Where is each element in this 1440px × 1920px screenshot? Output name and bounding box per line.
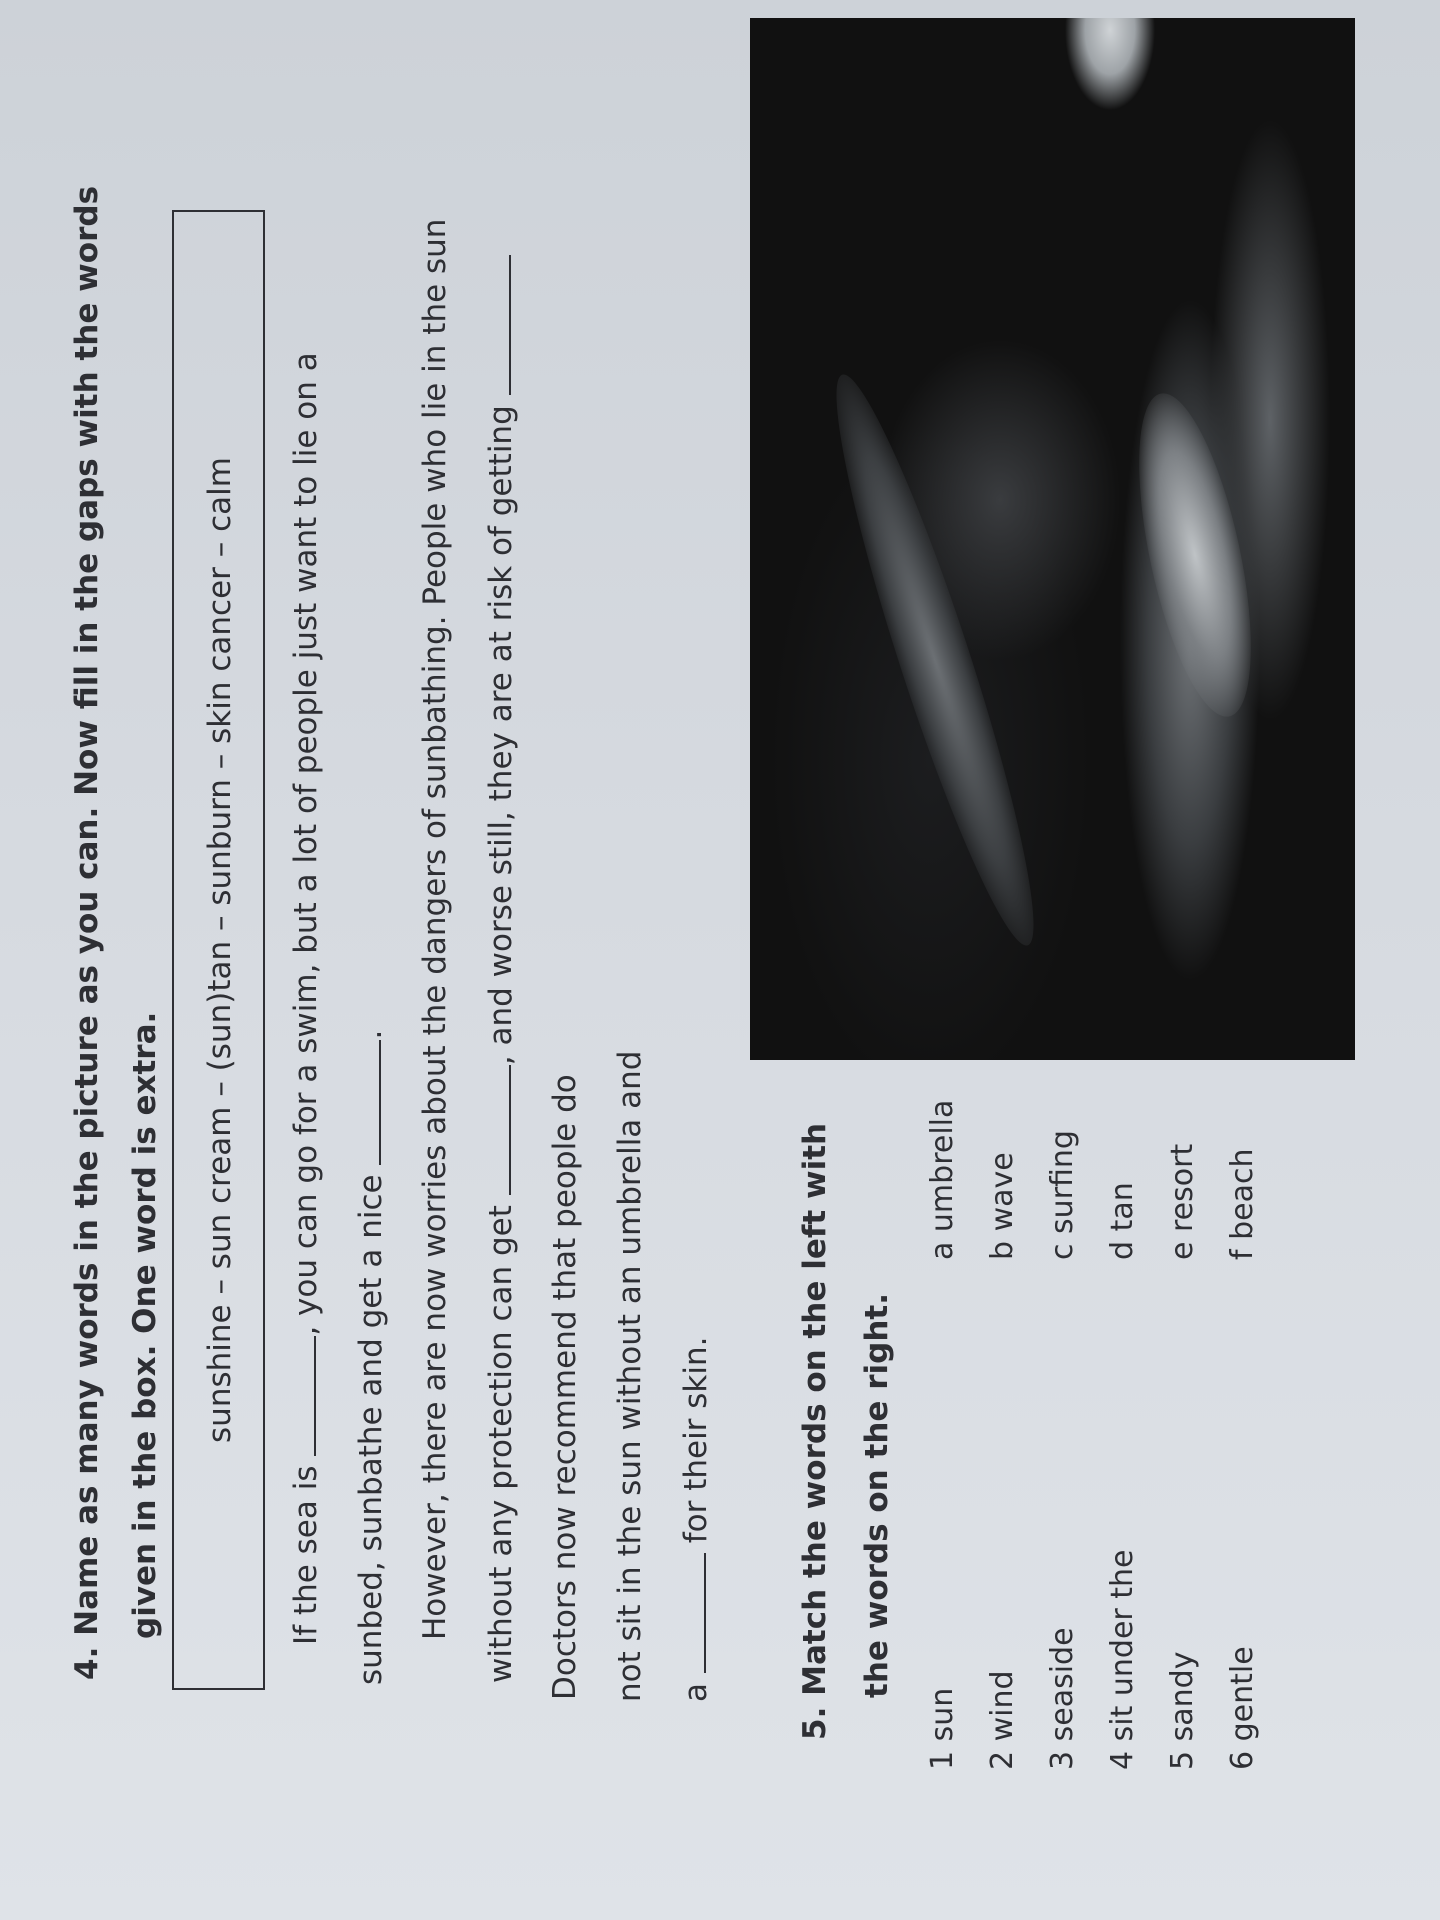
- right-item-d: d tan: [1105, 1182, 1140, 1260]
- left-item-5: 5 sandy: [1165, 1651, 1200, 1770]
- text-segment: sunbed, sunbathe and get a nice: [353, 1164, 389, 1685]
- text-segment: not sit in the sun without an umbrella and: [612, 1050, 648, 1702]
- text-line-6: [612, 1050, 648, 1702]
- text-segment: , you can go for a swim, but a lot of people just want to lie on a: [288, 352, 324, 1336]
- text-line-7: [680, 1337, 712, 1703]
- left-item-3: 3 seaside: [1045, 1627, 1080, 1770]
- right-item-f: f beach: [1225, 1148, 1260, 1260]
- answer-gap-2[interactable]: [355, 1040, 381, 1165]
- text-segment: .: [353, 1029, 389, 1040]
- photo-wave-streak: [809, 364, 1061, 956]
- word-box: [172, 210, 265, 1690]
- text-line-1: [290, 352, 322, 1645]
- exercise-4-heading-cont: given in the box. One word is extra.: [127, 1011, 163, 1639]
- text-line-2: [355, 1030, 387, 1685]
- text-segment: If the sea is: [288, 1455, 324, 1645]
- text-segment: without any protection can get: [483, 1195, 519, 1683]
- word-box-words: sunshine – sun cream – (sun)tan – sunburn – skin cancer – calm: [202, 457, 238, 1443]
- text-segment: for their skin.: [678, 1336, 714, 1554]
- right-item-a: a umbrella: [925, 1099, 960, 1260]
- right-item-e: e resort: [1165, 1143, 1200, 1260]
- exercise-5-heading: 5. Match the words on the left with: [797, 1122, 833, 1740]
- text-line-5: [547, 1074, 583, 1700]
- text-segment: However, there are now worries about the dangers of sunbathing. People who lie in the sun: [417, 218, 453, 1640]
- right-item-b: b wave: [985, 1152, 1020, 1260]
- right-item-c: c surfing: [1045, 1130, 1080, 1260]
- left-item-1: 1 sun: [925, 1687, 960, 1770]
- answer-gap-3[interactable]: [485, 1065, 511, 1195]
- text-line-3: [417, 218, 453, 1640]
- answer-gap-1[interactable]: [290, 1336, 316, 1456]
- left-item-6: 6 gentle: [1225, 1646, 1260, 1770]
- text-line-4: [485, 255, 517, 1683]
- left-item-2: 2 wind: [985, 1670, 1020, 1770]
- photo-sand-highlight: [1117, 384, 1274, 726]
- beach-photo: [750, 18, 1355, 1060]
- text-segment: a: [678, 1673, 714, 1702]
- exercise-5-heading-cont: the words on the right.: [859, 1293, 895, 1698]
- text-segment: , and worse still, they are at risk of getting: [483, 395, 519, 1066]
- answer-gap-4[interactable]: [485, 255, 511, 395]
- text-segment: Doctors now recommend that people do: [547, 1074, 583, 1700]
- exercise-4-heading: 4. Name as many words in the picture as you can. Now fill in the gaps with the words: [69, 185, 105, 1680]
- left-item-4: 4 sit under the: [1105, 1549, 1140, 1770]
- answer-gap-5[interactable]: [680, 1553, 706, 1673]
